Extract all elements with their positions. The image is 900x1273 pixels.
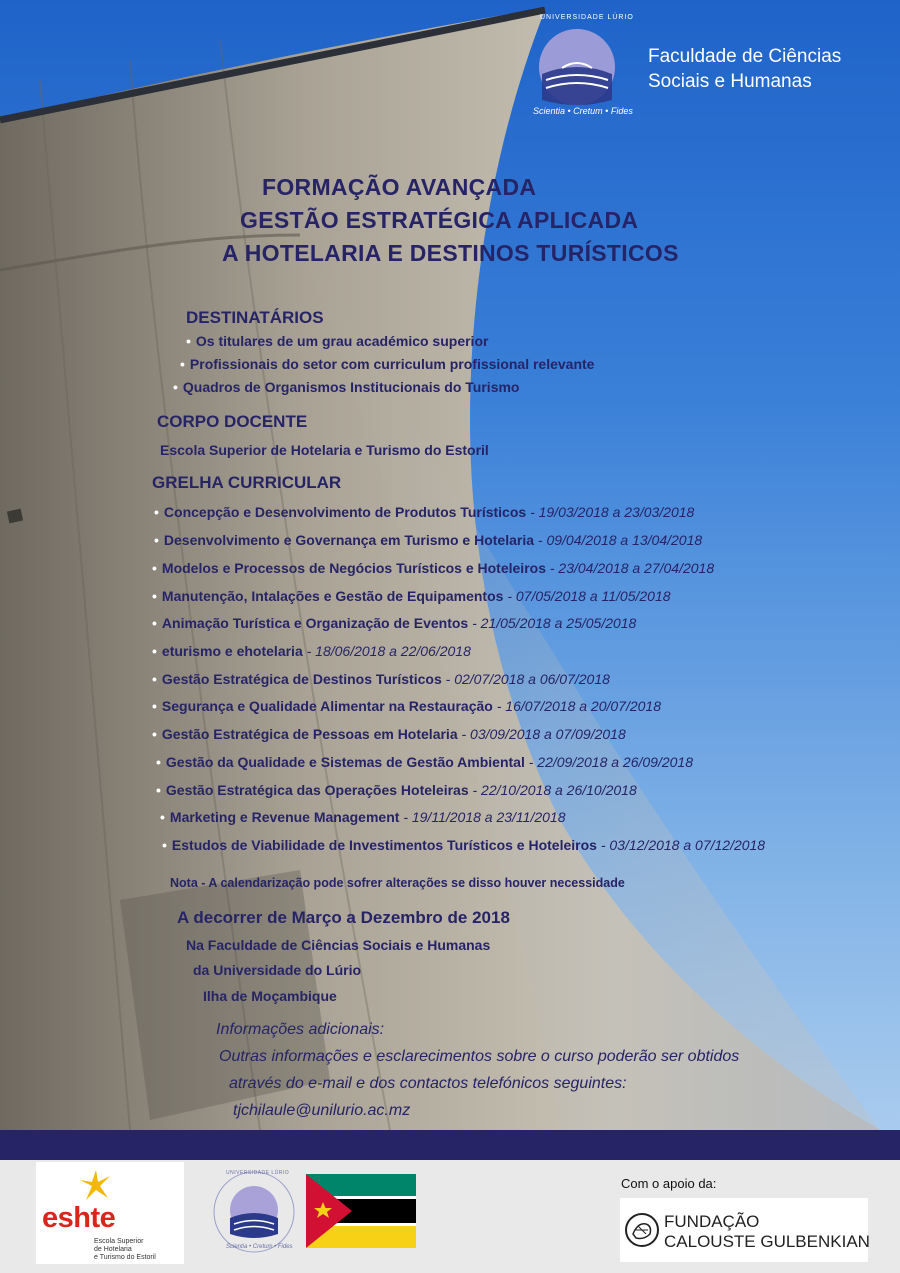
course-name: Estudos de Viabilidade de Investimentos Turísticos e Hoteleiros bbox=[171, 837, 597, 853]
nota-text: Nota - A calendarização pode sofrer alterações se disso houver necessidade bbox=[170, 876, 625, 890]
contact-email[interactable]: tjchilaule@unilurio.ac.mz bbox=[233, 1102, 411, 1119]
course-dates: - 22/09/2018 a 26/09/2018 bbox=[528, 754, 693, 770]
corpo-docente-heading: CORPO DOCENTE bbox=[157, 412, 308, 431]
course-name: Segurança e Qualidade Alimentar na Restauração bbox=[161, 698, 493, 714]
footer-seal-top-text: UNIVERSIDADE LÚRIO bbox=[226, 1170, 290, 1176]
info-line-2: através do e-mail e dos contactos telefónicos seguintes: bbox=[229, 1075, 627, 1092]
course-name: Concepção e Desenvolvimento de Produtos Turísticos bbox=[163, 504, 527, 520]
grelha-heading: GRELHA CURRICULAR bbox=[152, 473, 342, 492]
divider-bar bbox=[0, 1130, 900, 1160]
gulbenkian-line-2: CALOUSTE GULBENKIAN bbox=[664, 1232, 870, 1251]
course-item bbox=[152, 643, 471, 659]
footer-seal-motto: Scientia • Cretum • Fides bbox=[226, 1244, 293, 1250]
eshte-subtitle-2: de Hotelaria bbox=[94, 1246, 132, 1253]
location-line-1: Na Faculdade de Ciências Sociais e Humanas bbox=[186, 937, 491, 953]
course-item bbox=[154, 532, 702, 548]
course-dates: - 16/07/2018 a 20/07/2018 bbox=[496, 698, 661, 714]
course-dates: - 23/04/2018 a 27/04/2018 bbox=[549, 560, 715, 576]
destinatarios-heading: DESTINATÁRIOS bbox=[186, 308, 324, 327]
course-name: Manutenção, Intalações e Gestão de Equipamentos bbox=[161, 588, 504, 604]
course-dates: - 19/11/2018 a 23/11/2018 bbox=[403, 809, 566, 825]
mozambique-flag-icon bbox=[306, 1174, 416, 1248]
period-text: A decorrer de Março a Dezembro de 2018 bbox=[177, 908, 510, 927]
gulbenkian-line-1: FUNDAÇÃO bbox=[664, 1212, 760, 1231]
course-dates: - 03/09/2018 a 07/09/2018 bbox=[461, 726, 626, 742]
course-dates: - 07/05/2018 a 11/05/2018 bbox=[507, 588, 671, 604]
faculty-line-1: Faculdade de Ciências bbox=[648, 46, 842, 67]
destinatario-item: • Os titulares de um grau académico superior bbox=[186, 333, 488, 349]
course-name: Gestão Estratégica de Pessoas em Hotelaria bbox=[161, 726, 458, 742]
course-name: Modelos e Processos de Negócios Turísticos e Hoteleiros bbox=[161, 560, 546, 576]
course-dates: - 09/04/2018 a 13/04/2018 bbox=[537, 532, 703, 548]
eshte-subtitle-1: Escola Superior bbox=[94, 1238, 144, 1245]
course-item bbox=[152, 615, 636, 631]
faculty-name bbox=[648, 44, 888, 94]
course-item bbox=[152, 726, 626, 742]
course-name: Desenvolvimento e Governança em Turismo e Hotelaria bbox=[163, 532, 534, 548]
eshte-logo-card bbox=[36, 1162, 184, 1264]
info-line-1: Outras informações e esclarecimentos sobre o curso poderão ser obtidos bbox=[219, 1048, 740, 1065]
support-label: Com o apoio da: bbox=[621, 1176, 717, 1191]
gulbenkian-emblem-icon bbox=[624, 1212, 660, 1248]
seal-top-text: UNIVERSIDADE LÚRIO bbox=[540, 14, 634, 21]
info-heading: Informações adicionais: bbox=[216, 1021, 385, 1038]
course-dates: - 21/05/2018 a 25/05/2018 bbox=[472, 615, 637, 631]
course-item bbox=[156, 782, 637, 798]
course-name: Gestão Estratégica de Destinos Turísticos bbox=[161, 671, 442, 687]
course-dates: - 02/07/2018 a 06/07/2018 bbox=[445, 671, 610, 687]
course-item bbox=[152, 671, 610, 687]
destinatario-item: • Profissionais do setor com curriculum profissional relevante bbox=[180, 356, 594, 372]
corpo-docente-text: Escola Superior de Hotelaria e Turismo do Estoril bbox=[160, 442, 489, 458]
title-line-1: FORMAÇÃO AVANÇADA bbox=[262, 174, 537, 200]
course-item bbox=[152, 588, 671, 604]
footer bbox=[0, 1160, 900, 1273]
course-name: Gestão Estratégica das Operações Hoteleiras bbox=[165, 782, 469, 798]
faculty-line-2: Sociais e Humanas bbox=[648, 71, 812, 92]
course-dates: - 03/12/2018 a 07/12/2018 bbox=[600, 837, 766, 853]
seal-motto: Scientia • Cretum • Fides bbox=[533, 106, 633, 116]
course-item bbox=[156, 754, 693, 770]
course-dates: - 18/06/2018 a 22/06/2018 bbox=[306, 643, 471, 659]
course-name: eturismo e ehotelaria bbox=[161, 643, 303, 659]
course-dates: - 19/03/2018 a 23/03/2018 bbox=[530, 504, 695, 520]
destinatario-item: • Quadros de Organismos Institucionais do Turismo bbox=[173, 379, 519, 395]
location-line-3: Ilha de Moçambique bbox=[203, 988, 337, 1004]
course-dates: - 22/10/2018 a 26/10/2018 bbox=[472, 782, 637, 798]
eshte-logo-text: eshte bbox=[42, 1202, 116, 1234]
eshte-subtitle-3: e Turismo do Estoril bbox=[94, 1254, 156, 1261]
course-item bbox=[154, 504, 694, 520]
course-name: Animação Turística e Organização de Eventos bbox=[161, 615, 469, 631]
title-line-2: GESTÃO ESTRATÉGICA APLICADA bbox=[240, 207, 639, 233]
course-item bbox=[152, 560, 714, 576]
gulbenkian-logo-card bbox=[620, 1198, 868, 1262]
course-item bbox=[160, 809, 566, 825]
unilurio-seal-footer bbox=[210, 1168, 298, 1256]
course-name: Gestão da Qualidade e Sistemas de Gestão Ambiental bbox=[165, 754, 525, 770]
location-line-2: da Universidade do Lúrio bbox=[193, 962, 362, 978]
title-line-3: A HOTELARIA E DESTINOS TURÍSTICOS bbox=[222, 240, 679, 266]
course-item bbox=[152, 698, 661, 714]
course-name: Marketing e Revenue Management bbox=[169, 809, 400, 825]
eshte-star-icon bbox=[78, 1168, 114, 1204]
course-item bbox=[162, 837, 765, 853]
